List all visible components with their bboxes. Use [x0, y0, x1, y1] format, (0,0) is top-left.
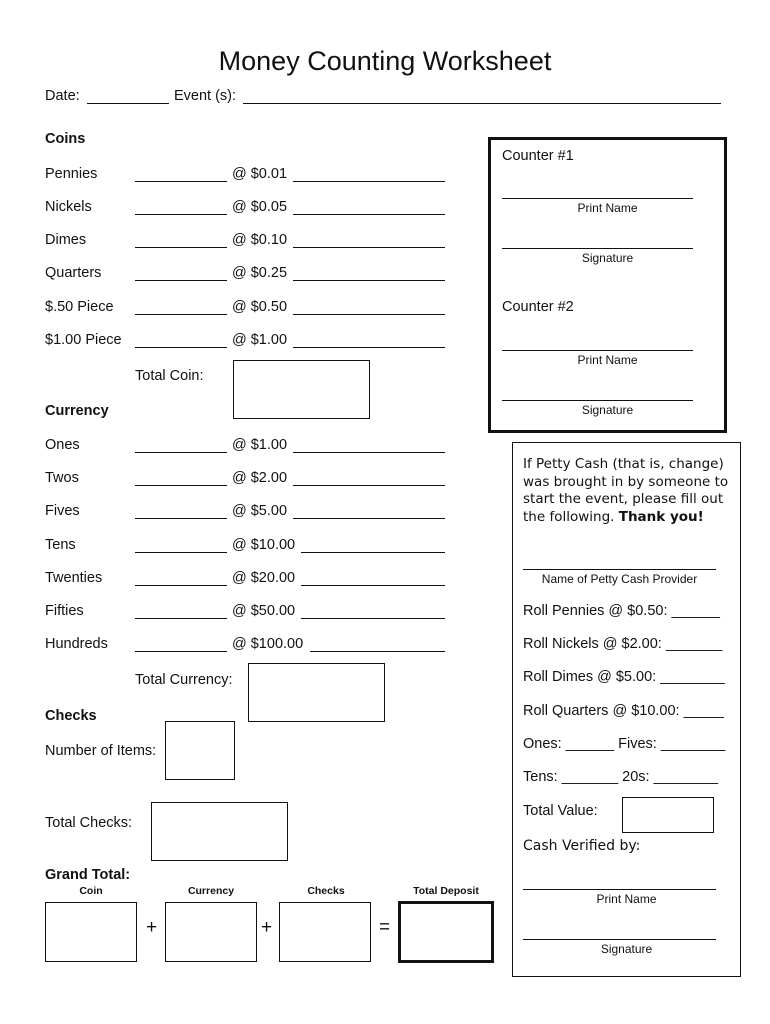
counter-1-label: Counter #1: [502, 148, 574, 164]
currency-heading: Currency: [45, 403, 109, 419]
coin-row-label: $.50 Piece: [45, 299, 114, 315]
currency-row-label: Ones: [45, 437, 80, 453]
counter-2-label: Counter #2: [502, 299, 574, 315]
coin-row-rate: @ $0.10: [232, 232, 288, 248]
counter-1-signature-field[interactable]: [502, 248, 693, 249]
grand-checks-label: Checks: [307, 885, 345, 897]
grand-currency-box[interactable]: [165, 902, 257, 962]
currency-amount-field[interactable]: [301, 552, 445, 553]
total-coin-label: Total Coin:: [135, 368, 204, 384]
coin-row-rate: @ $0.01: [232, 166, 288, 182]
date-field[interactable]: [87, 103, 169, 104]
event-label: Event (s):: [174, 88, 237, 104]
page-title: Money Counting Worksheet: [218, 46, 552, 76]
currency-row-label: Twenties: [45, 570, 103, 586]
currency-row-label: Tens: [45, 537, 76, 553]
counter-1-name-field[interactable]: [502, 198, 693, 199]
event-field[interactable]: [243, 103, 721, 104]
currency-amount-field[interactable]: [301, 585, 445, 586]
currency-count-field[interactable]: [135, 485, 227, 486]
total-currency-label: Total Currency:: [135, 672, 233, 688]
coin-amount-field[interactable]: [293, 247, 445, 248]
currency-amount-field[interactable]: [310, 651, 445, 652]
petty-cash-intro: If Petty Cash (that is, change) was brought in by someone to start the event, please fill out the following.: [523, 456, 729, 525]
petty-row-roll-quarters: Roll Quarters @ $10.00: _____: [523, 703, 724, 719]
plus-sign: +: [261, 917, 273, 938]
currency-row-rate: @ $50.00: [232, 603, 296, 619]
petty-row-ones-fives: Ones: ______ Fives: ________: [523, 736, 726, 752]
date-label: Date:: [45, 88, 80, 104]
counter-2-signature-field[interactable]: [502, 400, 693, 401]
petty-row-roll-nickels: Roll Nickels @ $2.00: _______: [523, 636, 723, 652]
currency-amount-field[interactable]: [293, 485, 445, 486]
equals-sign: =: [379, 917, 391, 938]
petty-row-tens-twenties: Tens: _______ 20s: ________: [523, 769, 719, 785]
petty-provider-caption: Name of Petty Cash Provider: [541, 572, 698, 586]
currency-row-rate: @ $1.00: [232, 437, 288, 453]
total-value-box[interactable]: [622, 797, 714, 833]
currency-row-label: Hundreds: [45, 636, 108, 652]
counters-box: [488, 137, 727, 433]
coin-count-field[interactable]: [135, 347, 227, 348]
currency-row-rate: @ $20.00: [232, 570, 296, 586]
petty-provider-field[interactable]: [523, 569, 716, 570]
coin-row-label: Quarters: [45, 265, 102, 281]
currency-row-rate: @ $10.00: [232, 537, 296, 553]
coin-count-field[interactable]: [135, 280, 227, 281]
currency-row-rate: @ $2.00: [232, 470, 288, 486]
counter-2-name-field[interactable]: [502, 350, 693, 351]
total-currency-box[interactable]: [248, 663, 385, 722]
coin-amount-field[interactable]: [293, 314, 445, 315]
currency-count-field[interactable]: [135, 651, 227, 652]
coin-row-rate: @ $0.25: [232, 265, 288, 281]
grand-currency-label: Currency: [187, 885, 235, 897]
verifier-signature-field[interactable]: [523, 939, 716, 940]
plus-sign: +: [146, 917, 158, 938]
currency-count-field[interactable]: [135, 618, 227, 619]
coin-row-rate: @ $0.05: [232, 199, 288, 215]
verifier-name-caption: Print Name: [596, 892, 657, 906]
coin-amount-field[interactable]: [293, 280, 445, 281]
number-of-items-box[interactable]: [165, 721, 235, 780]
coin-amount-field[interactable]: [293, 214, 445, 215]
currency-row-label: Fives: [45, 503, 80, 519]
coin-row-label: Dimes: [45, 232, 87, 248]
currency-amount-field[interactable]: [293, 518, 445, 519]
verifier-name-field[interactable]: [523, 889, 716, 890]
currency-row-label: Twos: [45, 470, 79, 486]
total-checks-label: Total Checks:: [45, 815, 133, 831]
total-deposit-box[interactable]: [398, 901, 494, 963]
coin-count-field[interactable]: [135, 181, 227, 182]
grand-checks-box[interactable]: [279, 902, 371, 962]
currency-count-field[interactable]: [135, 585, 227, 586]
coin-count-field[interactable]: [135, 214, 227, 215]
verifier-signature-caption: Signature: [600, 942, 653, 956]
counter-1-signature-caption: Signature: [581, 251, 634, 265]
grand-deposit-label: Total Deposit: [413, 885, 479, 897]
petty-cash-thanks: Thank you!: [618, 508, 704, 525]
counter-1-name-caption: Print Name: [577, 201, 638, 215]
counter-2-signature-caption: Signature: [581, 403, 634, 417]
coin-row-rate: @ $0.50: [232, 299, 288, 315]
coins-heading: Coins: [45, 131, 86, 147]
number-of-items-label: Number of Items:: [45, 743, 157, 759]
coin-amount-field[interactable]: [293, 181, 445, 182]
coin-count-field[interactable]: [135, 314, 227, 315]
coin-amount-field[interactable]: [293, 347, 445, 348]
currency-row-rate: @ $100.00: [232, 636, 304, 652]
petty-row-roll-dimes: Roll Dimes @ $5.00: ________: [523, 669, 725, 685]
checks-heading: Checks: [45, 708, 97, 724]
currency-count-field[interactable]: [135, 552, 227, 553]
total-checks-box[interactable]: [151, 802, 288, 861]
counter-2-name-caption: Print Name: [577, 353, 638, 367]
currency-row-rate: @ $5.00: [232, 503, 288, 519]
coin-row-rate: @ $1.00: [232, 332, 288, 348]
total-coin-box[interactable]: [233, 360, 370, 419]
coin-row-label: $1.00 Piece: [45, 332, 122, 348]
grand-coin-box[interactable]: [45, 902, 137, 962]
grand-total-heading: Grand Total:: [45, 867, 131, 883]
cash-verified-label: Cash Verified by:: [523, 838, 641, 854]
currency-count-field[interactable]: [135, 518, 227, 519]
coin-row-label: Pennies: [45, 166, 98, 182]
coin-count-field[interactable]: [135, 247, 227, 248]
petty-cash-instructions: [523, 456, 733, 526]
currency-row-label: Fifties: [45, 603, 84, 619]
petty-row-roll-pennies: Roll Pennies @ $0.50: ______: [523, 603, 720, 619]
currency-amount-field[interactable]: [293, 452, 445, 453]
currency-amount-field[interactable]: [301, 618, 445, 619]
currency-count-field[interactable]: [135, 452, 227, 453]
coin-row-label: Nickels: [45, 199, 92, 215]
grand-coin-label: Coin: [79, 885, 103, 897]
total-value-label: Total Value:: [523, 803, 598, 819]
